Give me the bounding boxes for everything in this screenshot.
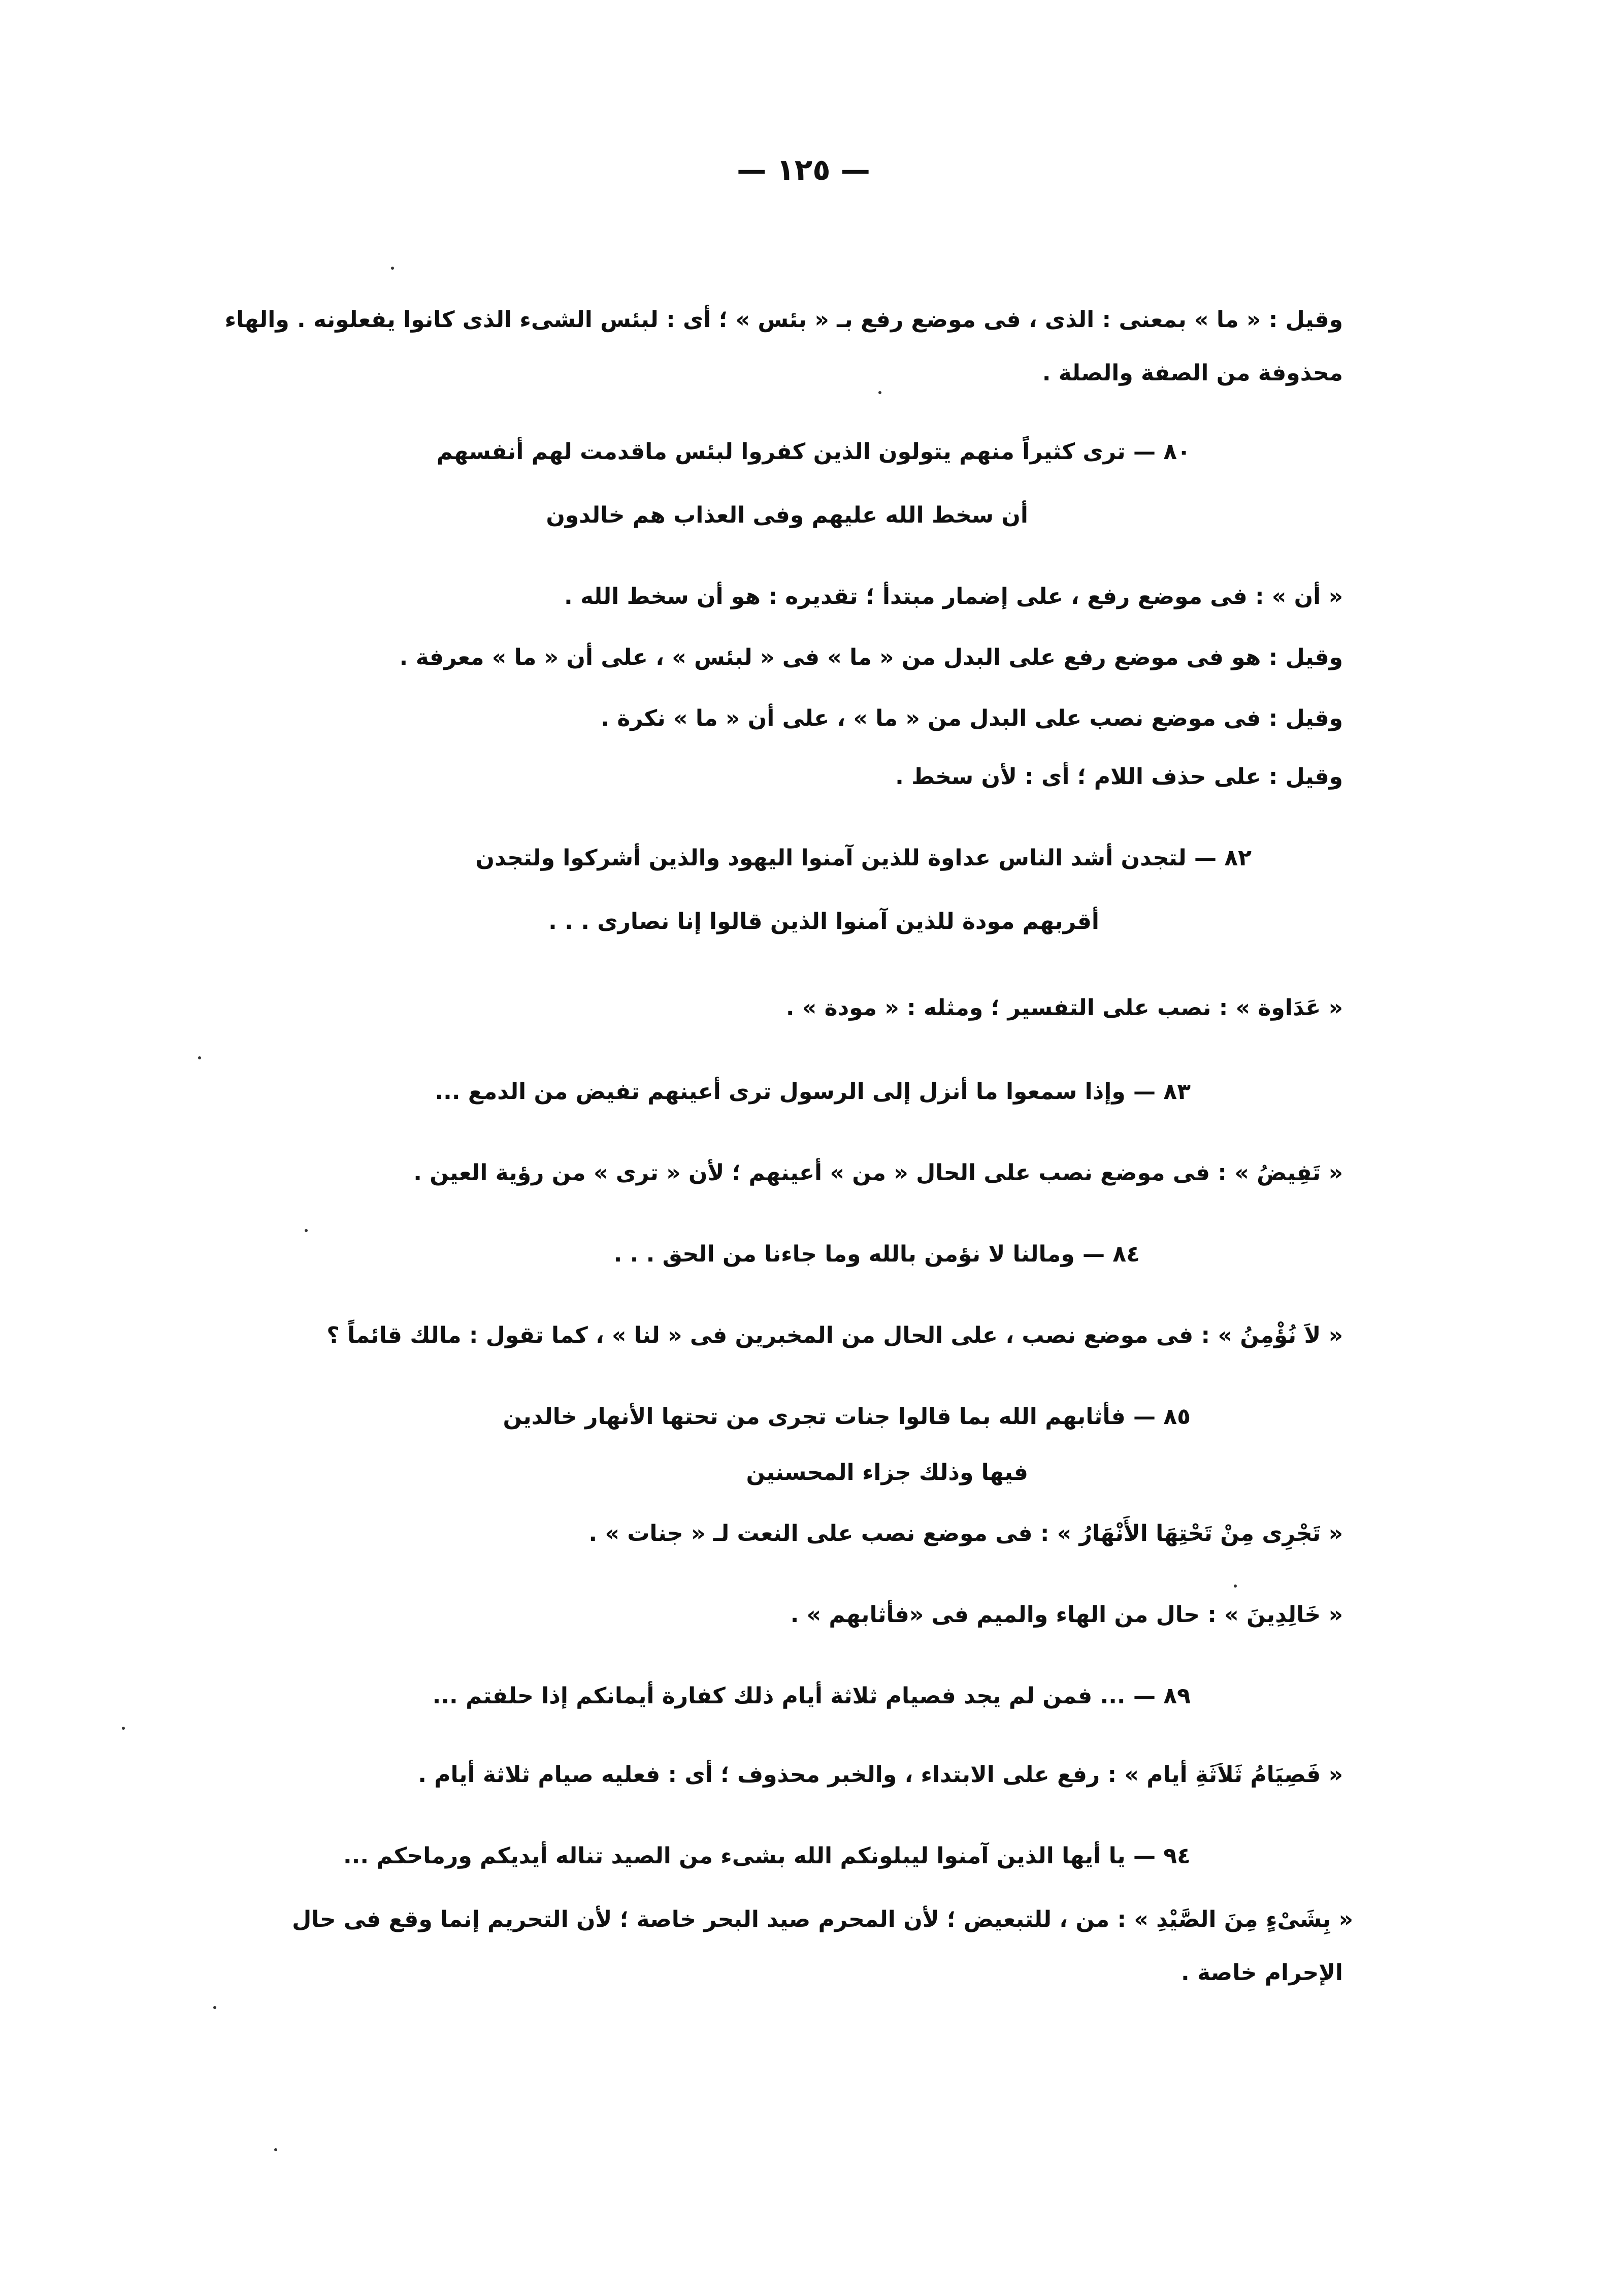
text-line: « خَالِدِينَ » : حال من الهاء والميم فى «فأثابهم » . (790, 1602, 1343, 1628)
text-line: « فَصِيَامُ ثَلاَثَةِ أيام » : رفع على الابتداء ، والخبر محذوف ؛ أى : فعليه صيام ثلاثة أيام . (418, 1762, 1343, 1788)
text-line: وقيل : « ما » بمعنى : الذى ، فى موضع رفع بـ « بئس » ؛ أى : لبئس الشىء الذى كانوا يفعلونه . والهاء (224, 307, 1343, 333)
scan-speck (213, 2006, 216, 2009)
scan-speck (1234, 1584, 1237, 1588)
verse-line: فيها وذلك جزاء المحسنين (746, 1460, 1028, 1485)
text-line: « تَجْرِى مِنْ تَحْتِهَا الأَنْهَارُ » : فى موضع نصب على النعت لـ « جنات » . (588, 1521, 1343, 1546)
text-line: « لاَ نُؤْمِنُ » : فى موضع نصب ، على الحال من المخبرين فى « لنا » ، كما تقول : مالك قائماً ؟ (326, 1322, 1343, 1348)
scan-speck (198, 1056, 201, 1059)
text-line: وقيل : فى موضع نصب على البدل من « ما » ، على أن « ما » نكرة . (601, 705, 1343, 731)
verse-line: أن سخط الله عليهم وفى العذاب هم خالدون (546, 502, 1028, 528)
text-line: « أن » : فى موضع رفع ، على إضمار مبتدأ ؛ تقديره : هو أن سخط الله . (564, 584, 1343, 609)
verse-line: ٨٥ — فأثابهم الله بما قالوا جنات تجرى من تحتها الأنهار خالدين (503, 1404, 1191, 1430)
scan-speck (122, 1727, 125, 1730)
verse-line: ٨٤ — ومالنا لا نؤمن بالله وما جاءنا من الحق . . . (613, 1241, 1140, 1267)
scan-speck (305, 1229, 308, 1232)
verse-line: ٩٤ — يا أيها الذين آمنوا ليبلونكم الله بشىء من الصيد تناله أيديكم ورماحكم ... (343, 1843, 1191, 1869)
text-line: محذوفة من الصفة والصلة . (1042, 360, 1343, 386)
verse-line: ٨٠ — ترى كثيراً منهم يتولون الذين كفروا لبئس ماقدمت لهم أنفسهم (436, 439, 1191, 465)
scan-speck (391, 267, 394, 270)
verse-line: ٨٢ — لتجدن أشد الناس عداوة للذين آمنوا اليهود والذين أشركوا ولتجدن (475, 845, 1252, 871)
verse-line: ٨٩ — ... فمن لم يجد فصيام ثلاثة أيام ذلك كفارة أيمانكم إذا حلفتم ... (432, 1683, 1191, 1709)
scan-speck (274, 2148, 277, 2151)
verse-line: أقربهم مودة للذين آمنوا الذين قالوا إنا نصارى . . . (548, 909, 1099, 934)
text-line: « بِشَىْءٍ مِنَ الصَّيْدِ » : من ، للتبعيض ؛ لأن المحرم صيد البحر خاصة ؛ لأن التحريم إنما وقع فى حال (292, 1906, 1353, 1932)
text-line: وقيل : على حذف اللام ؛ أى : لأن سخط . (895, 764, 1343, 790)
text-line: « عَدَاوة » : نصب على التفسير ؛ ومثله : « مودة » . (785, 995, 1343, 1021)
text-line: وقيل : هو فى موضع رفع على البدل من « ما » فى « لبئس » ، على أن « ما » معرفة . (399, 644, 1343, 670)
page-number: — ١٢٥ — (737, 152, 870, 187)
text-line: الإحرام خاصة . (1180, 1960, 1343, 1986)
scan-speck (878, 391, 881, 394)
verse-line: ٨٣ — وإذا سمعوا ما أنزل إلى الرسول ترى أعينهم تفيض من الدمع ... (435, 1079, 1191, 1105)
text-line: « تَفِيضُ » : فى موضع نصب على الحال « من » أعينهم ؛ لأن « ترى » من رؤية العين . (413, 1160, 1343, 1186)
